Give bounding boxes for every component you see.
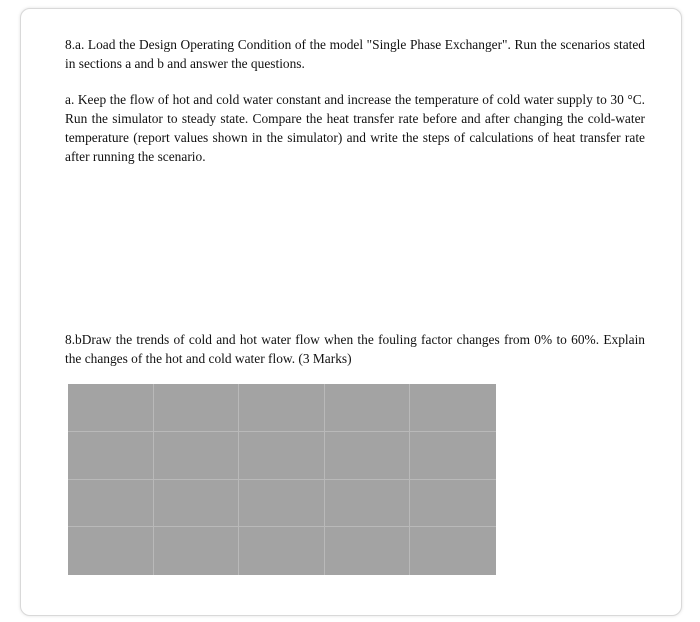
grid-cell	[154, 480, 240, 528]
grid-cell	[410, 480, 496, 528]
grid-cell	[325, 480, 411, 528]
grid-cell	[68, 432, 154, 480]
question-8a-intro: 8.a. Load the Design Operating Condition of the model "Single Phase Exchanger". Run the scenarios stated in sections a and b and answer the questions.	[65, 37, 645, 71]
grid-cell	[410, 384, 496, 432]
grid-cell	[325, 527, 411, 575]
grid-cell	[239, 480, 325, 528]
question-8b: 8.bDraw the trends of cold and hot water flow when the fouling factor changes from 0% to 60%. Explain the changes of the hot and cold water flow. (3 Marks)	[65, 332, 645, 366]
grid-cell	[68, 480, 154, 528]
grid-cell	[68, 527, 154, 575]
grid-cell	[68, 384, 154, 432]
question-8a-part-a: a. Keep the flow of hot and cold water constant and increase the temperature of cold water supply to 30 °C. Run the simulator to steady state. Compare the heat transfer rate before and after changing the cold-water temperature (report values shown in the simulator) and write the steps of calculations of heat transfer rate after running the scenario.	[65, 92, 645, 164]
grid-cell	[410, 527, 496, 575]
grid-cell	[325, 384, 411, 432]
grid-cell	[410, 432, 496, 480]
grid-cell	[325, 432, 411, 480]
grid-cell	[239, 527, 325, 575]
grid-cell	[239, 384, 325, 432]
answer-grid	[68, 384, 496, 575]
grid-cell	[154, 384, 240, 432]
grid-cell	[154, 432, 240, 480]
document-page	[20, 8, 682, 616]
grid-cell	[154, 527, 240, 575]
grid-cell	[239, 432, 325, 480]
